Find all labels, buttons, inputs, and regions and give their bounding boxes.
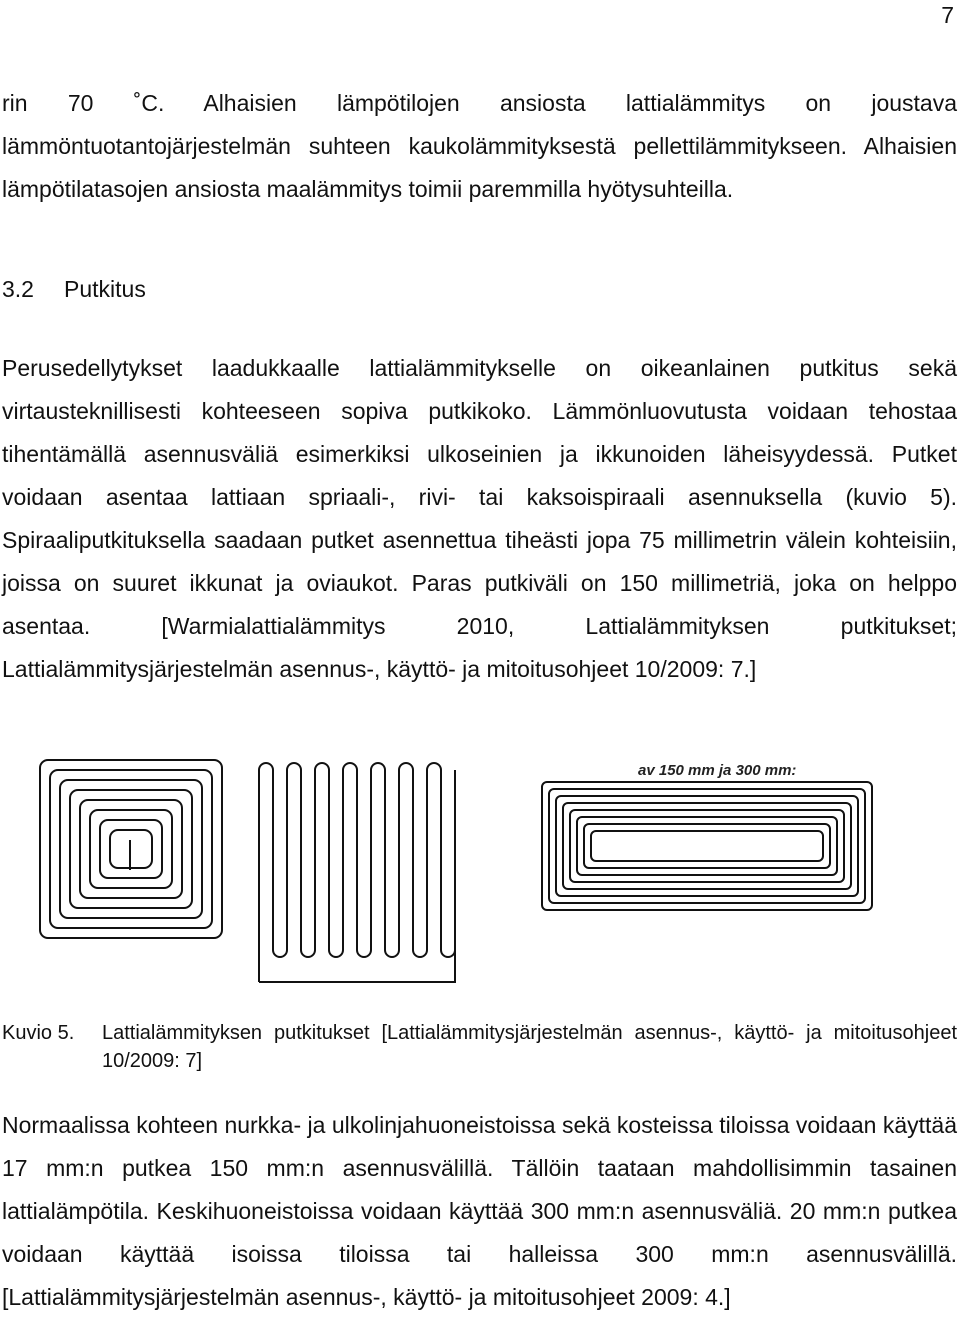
paragraph-pipe-sizes: Normaalissa kohteen nurkka- ja ulkolinjahuoneistoissa sekä kosteissa tiloissa voidaan käyttää 17 mm:n putkea 150 mm:n asennusvälillä. Tällöin taataan mahdollisimmin tasainen lattialämpötila. Keskihuoneistoissa voidaan käyttää 300 mm:n asennusväliä. 20 mm:n putkea voidaan käyttää isoissa tiloissa tai halleissa 300 mm:n asennusvälillä. [Lattialämmitysjärjestelmän asennus-, käyttö- ja mitoitusohjeet 2009: 4.]: [2, 1112, 958, 1310]
section-heading: [2, 276, 146, 303]
caption-text: Lattialämmityksen putkitukset [Lattialämmitysjärjestelmän asennus-, käyttö- ja mitoitusohjeet 10/2009: 7]: [102, 1022, 957, 1072]
double-spiral-pipe-loop: [570, 810, 844, 882]
page-number: 7: [941, 2, 954, 28]
paragraph-piping: Perusedellytykset laadukkaalle lattialämmitykselle on oikeanlainen putkitus sekä virtausteknillisesti kohteeseen sopiva putkikoko. Lämmönluovutusta voidaan tehostaa tihentämällä asennusväliä esimerkiksi ulkoseinien ja ikkunoiden läheisyydessä. Putket voidaan asentaa lattiaan spriaali-, rivi- tai kaksoispiraali asennuksella (kuvio 5). Spiraaliputkituksella saadaan putket asennettua tiheästi jopa 75 millimetrin välein kohteisiin, joissa on suuret ikkunat ja oviaukot. Paras putkiväli on 150 millimetriä, joka on helppo asentaa. [Warmialattialämmitys 2010, Lattialämmityksen putkitukset; Lattialämmitysjärjestelmän asennus-, käyttö- ja mitoitusohjeet 10/2009: 7.]: [2, 355, 957, 682]
paragraph-intro: rin 70 ˚C. Alhaisien lämpötilojen ansiosta lattialämmitys on joustava lämmöntuotantojärjestelmän suhteen kaukolämmityksestä pellettilämmitykseen. Alhaisien lämpötilatasojen ansiosta maalämmitys toimii paremmilla hyötysuhteilla.: [2, 90, 957, 202]
figure-caption: [2, 1019, 957, 1075]
double-spiral-pipe-loop: [563, 803, 851, 889]
serpentine-layout-drawing: [255, 760, 465, 985]
double-spiral-pipe-loop: [549, 789, 865, 903]
spiral-layout-drawing: [38, 758, 228, 944]
caption-number: Kuvio 5.: [2, 1022, 75, 1044]
section-number: 3.2: [2, 276, 34, 302]
piping-figure: [0, 740, 960, 1010]
double-spiral-pipe-loop: [577, 817, 837, 875]
section-title: Putkitus: [64, 276, 146, 302]
figure-inset-label: av 150 mm ja 300 mm:: [638, 762, 797, 779]
serpentine-pipe: [259, 763, 455, 982]
double-spiral-layout-drawing: [540, 780, 880, 920]
double-spiral-pipe-loop: [591, 831, 823, 861]
